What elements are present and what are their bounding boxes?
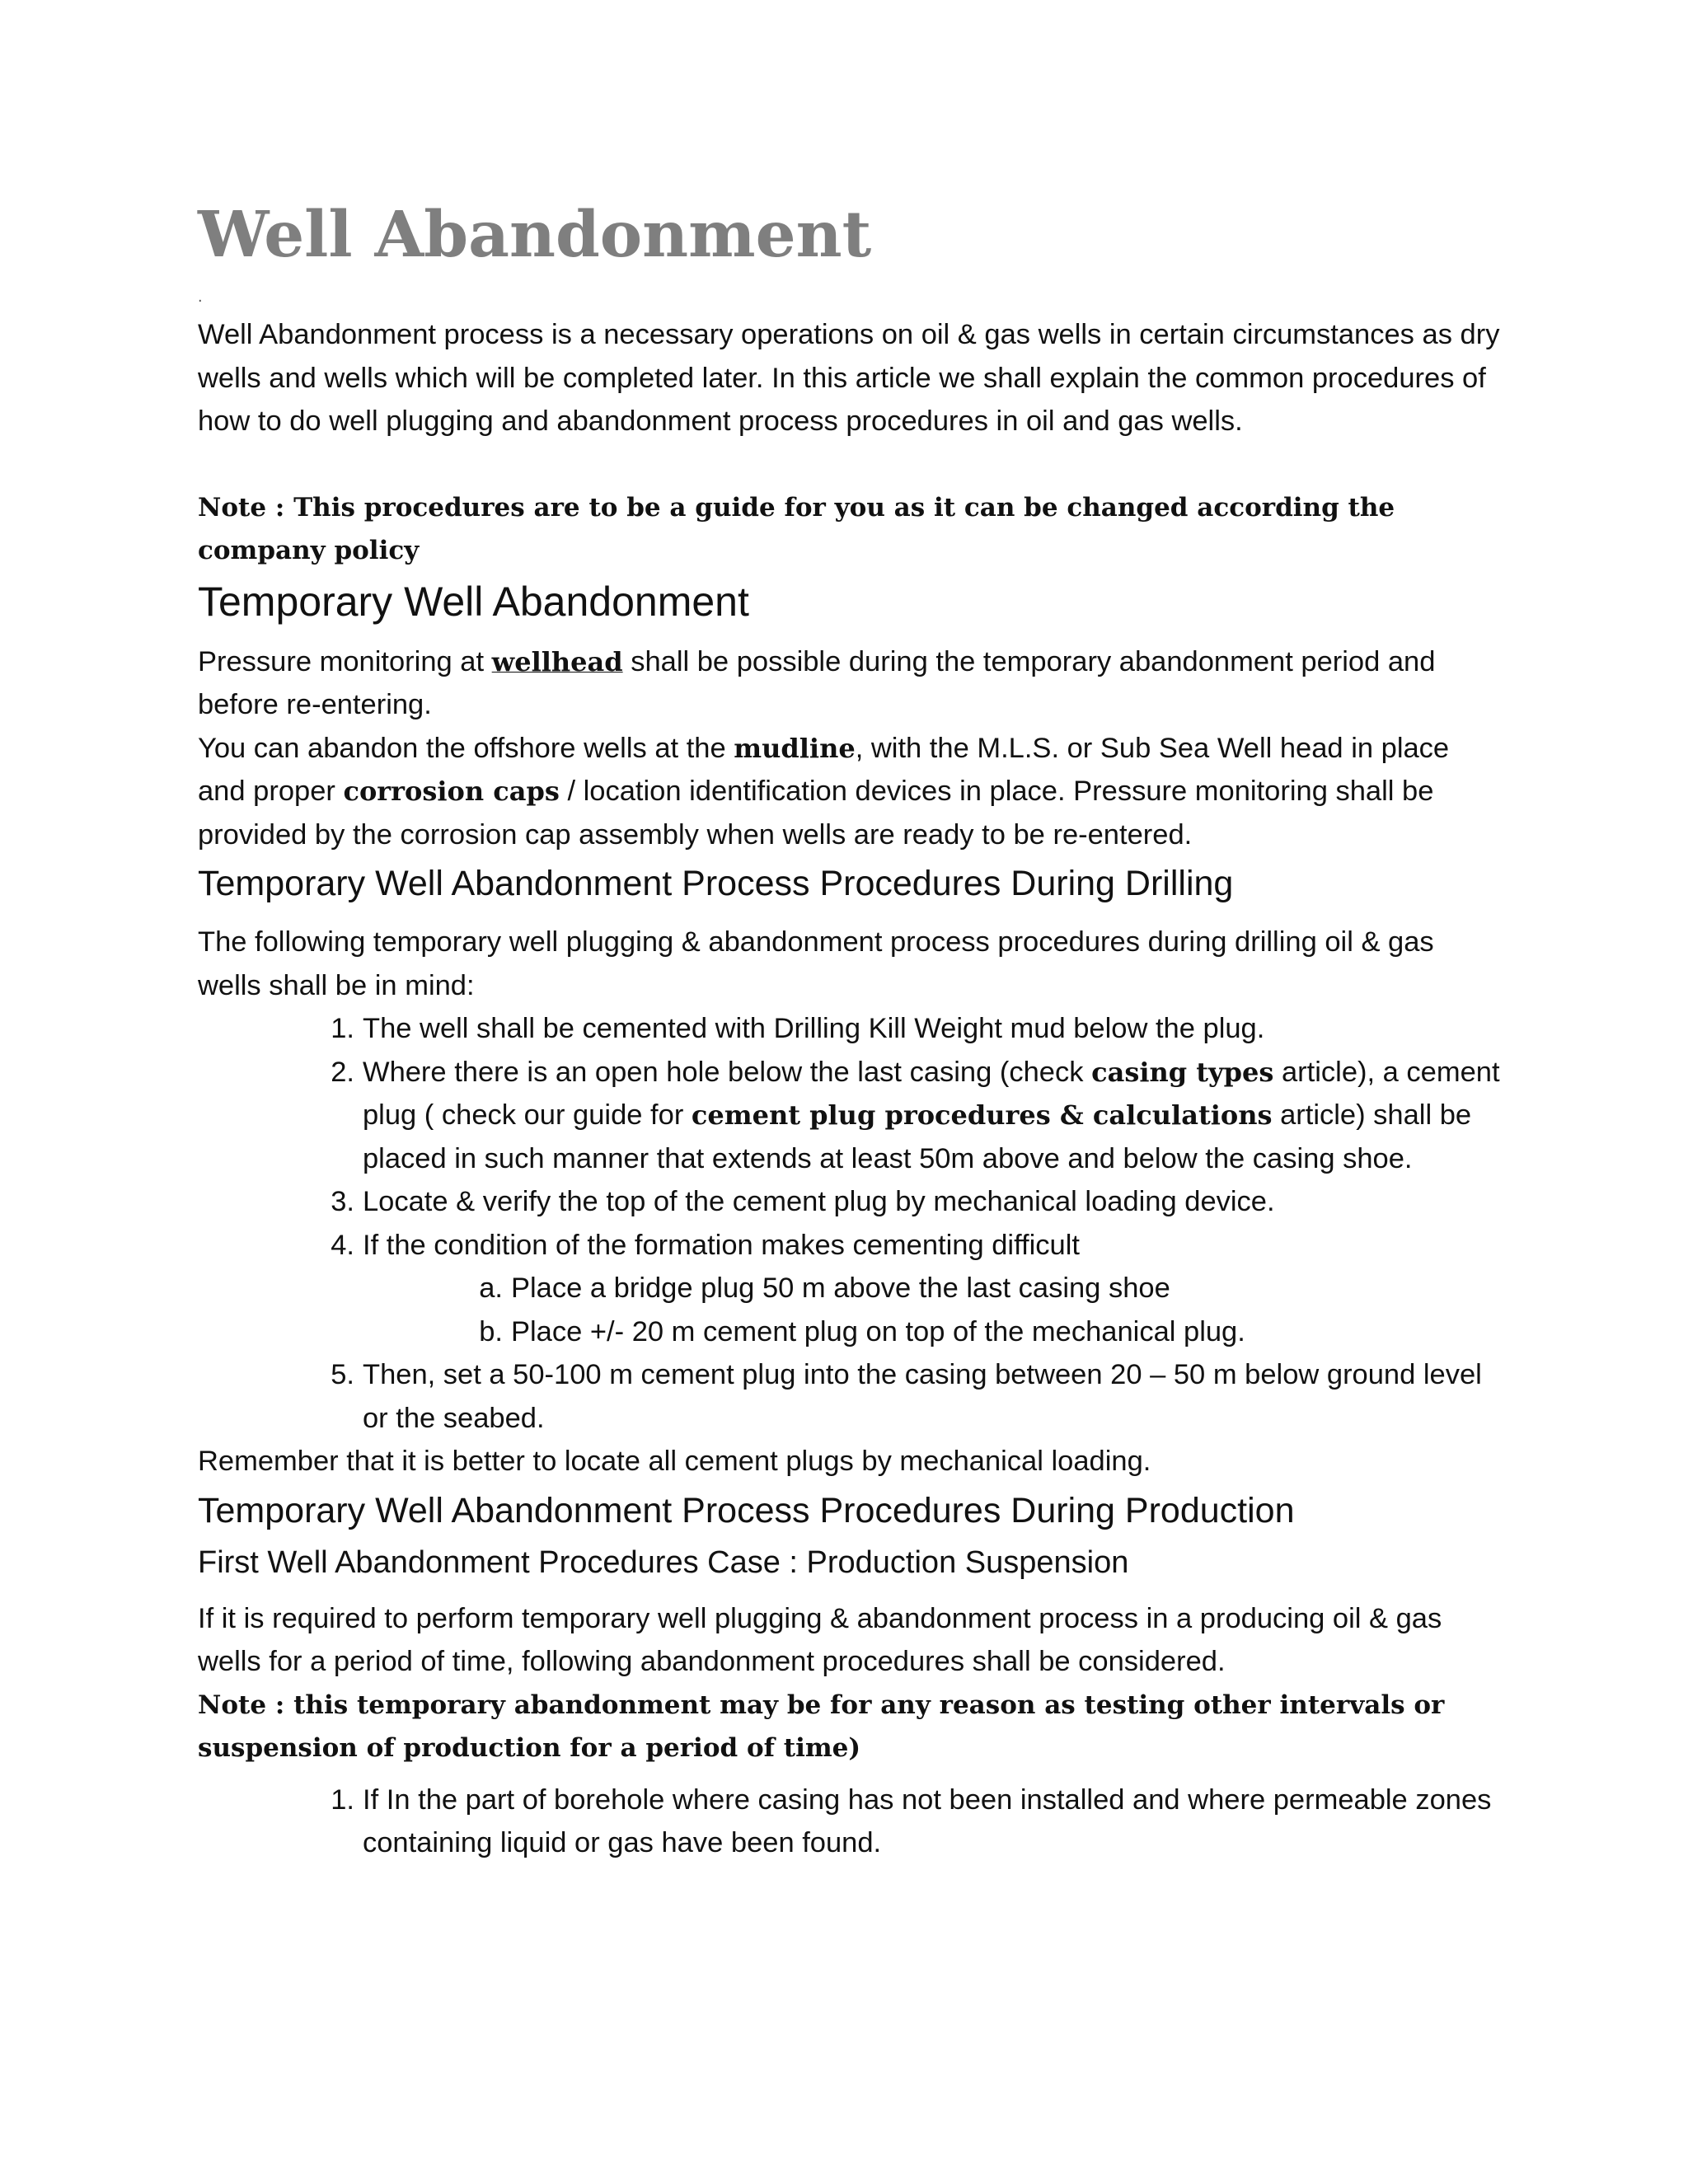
list-number: 4. [331,1229,354,1261]
heading-during-production: Temporary Well Abandonment Process Procedures During Production [198,1490,1295,1530]
wellhead-paragraph [198,640,1500,727]
list-text: If the condition of the formation makes cementing difficult [363,1229,1080,1261]
drilling-procedure-list [198,1007,1500,1440]
list-item [198,1007,1500,1051]
list-item [198,1224,1500,1268]
list-item [198,1779,1500,1865]
sub-list-item [198,1310,1500,1354]
list-text: If In the part of borehole where casing has not been installed and where permeable zones containing liquid or gas have been found. [363,1783,1492,1858]
list-text: The well shall be cemented with Drilling Kill Weight mud below the plug. [363,1013,1265,1044]
list-number: 1. [331,1013,354,1044]
list-letter: a. [479,1272,503,1304]
list-text: Place +/- 20 m cement plug on top of the mechanical plug. [511,1315,1245,1347]
document-body [198,190,1500,1865]
list-letter: b. [479,1315,503,1347]
heading-production-suspension: First Well Abandonment Procedures Case : Production Suspension [198,1544,1129,1580]
text-run: shall be possible during the temporary abandonment period and before re-entering. [198,645,1436,720]
intro-paragraph: Well Abandonment process is a necessary operations on oil & gas wells in certain circumstances as dry wells and wells which will be completed later. In this article we shall explain the common procedures of how to do well plugging and abandonment process procedures in oil and gas wells. [198,319,1500,437]
casing-types-link[interactable]: casing types [1091,1056,1274,1088]
heading-during-drilling: Temporary Well Abandonment Process Procedures During Drilling [198,864,1234,903]
list-text: Place a bridge plug 50 m above the last casing shoe [511,1272,1170,1304]
list-number: 2. [331,1056,354,1088]
list-number: 1. [331,1783,354,1816]
list-text: Locate & verify the top of the cement plug by mechanical loading device. [363,1186,1275,1217]
text-run: , with the M.L.S. or Sub Sea Well head in place and proper [198,732,1450,807]
list-text: Where there is an open hole below the last casing (check [363,1056,1092,1088]
text-run: / location identification devices in place. Pressure monitoring shall be provided by the corrosion cap assembly when wells are ready to be re-entered. [198,776,1434,851]
cement-plug-link[interactable]: cement plug procedures & calculations [691,1099,1273,1131]
heading-temporary-abandonment: Temporary Well Abandonment [198,578,749,625]
production-intro: If it is required to perform temporary well plugging & abandonment process in a producing oil & gas wells for a period of time, following abandonment procedures shall be considered. [198,1602,1442,1677]
list-text: Then, set a 50-100 m cement plug into the casing between 20 – 50 m below ground level or the seabed. [363,1359,1482,1434]
production-procedure-list [198,1779,1500,1865]
note-temporary-abandonment: Note : this temporary abandonment may be for any reason as testing other intervals or suspension of production for a period of time) [198,1690,1445,1763]
offshore-paragraph [198,727,1500,857]
sub-list-item [198,1267,1500,1310]
note-company-policy: Note : This procedures are to be a guide for you as it can be changed according the company policy [198,492,1395,565]
page-title: Well Abandonment [198,198,872,272]
wellhead-link[interactable]: wellhead [491,645,623,677]
list-item [198,1180,1500,1224]
remember-paragraph: Remember that it is better to locate all cement plugs by mechanical loading. [198,1446,1151,1477]
drilling-intro: The following temporary well plugging & abandonment process procedures during drilling oil & gas wells shall be in mind: [198,926,1434,1001]
text-run: You can abandon the offshore wells at the [198,732,734,764]
list-number: 5. [331,1359,354,1390]
corrosion-caps-link[interactable]: corrosion caps [343,776,560,807]
list-number: 3. [331,1186,354,1217]
list-item [198,1051,1500,1181]
spacer [198,443,1500,486]
mudline-link[interactable]: mudline [734,732,856,764]
list-text: article), a cement plug ( check our guide for [363,1056,1500,1131]
list-text: article) shall be placed in such manner that extends at least 50m above and below the casing shoe. [363,1099,1472,1174]
text-run: Pressure monitoring at [198,645,492,677]
separator-dot: . [198,288,203,306]
list-item [198,1353,1500,1440]
